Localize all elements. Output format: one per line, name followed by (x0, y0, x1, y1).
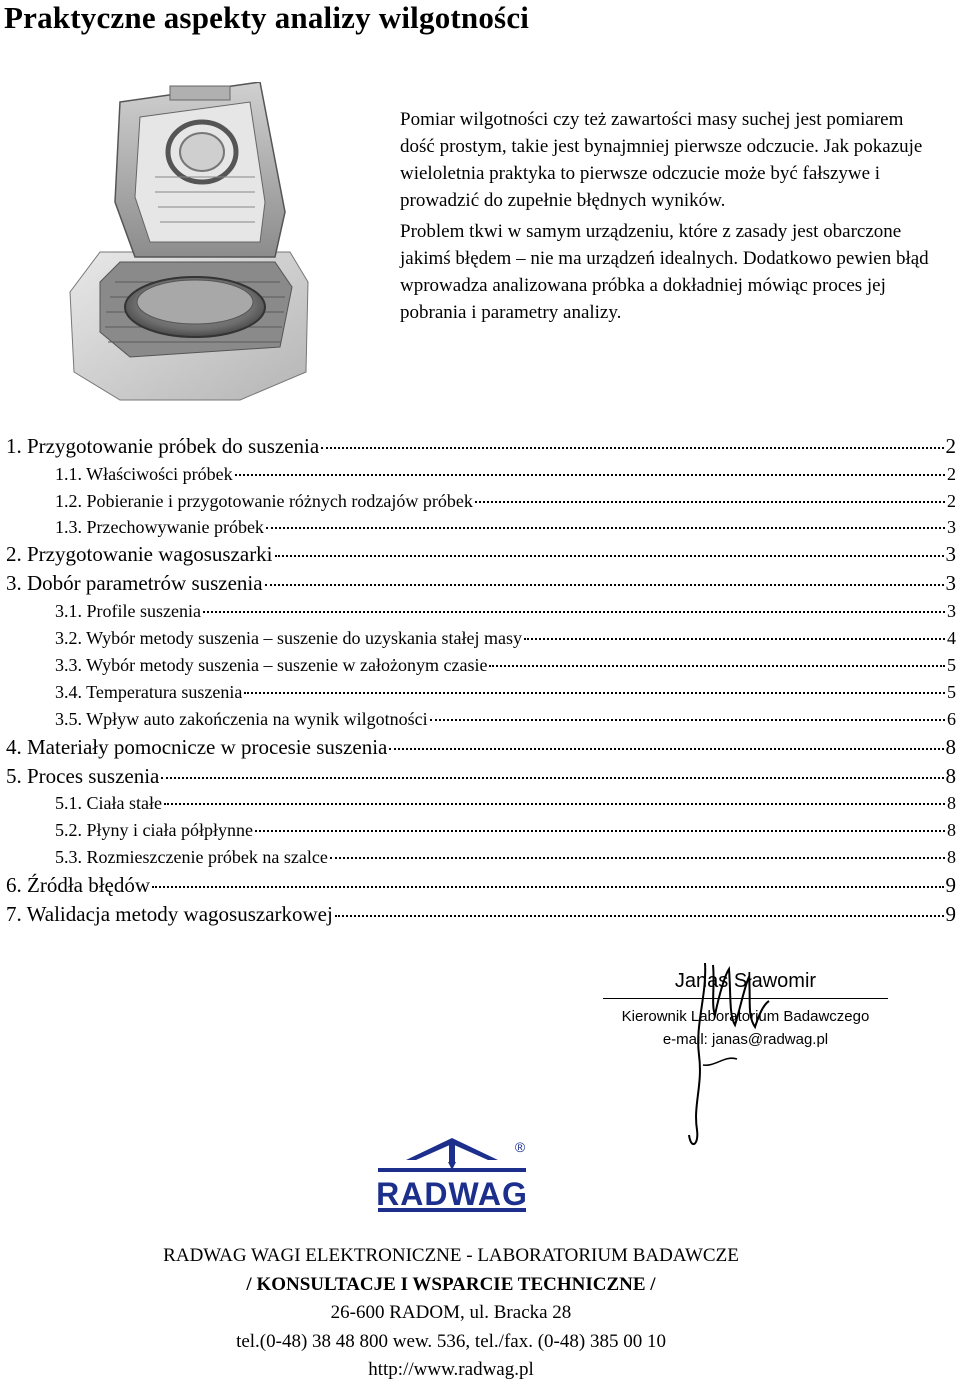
author-role: Kierownik Laboratorium Badawczego (621, 1008, 870, 1025)
document-title: Praktyczne aspekty analizy wilgotności (4, 0, 530, 35)
toc-page-number: 8 (945, 735, 956, 759)
toc-entry[interactable]: 5. Proces suszenia 8 (6, 764, 956, 788)
toc-entry[interactable]: 3.2. Wybór metody suszenia – suszenie do uzyskania stałej masy 4 (55, 628, 956, 648)
toc-entry[interactable]: 5.3. Rozmieszczenie próbek na szalce 8 (55, 847, 956, 867)
toc-page-number: 9 (945, 873, 956, 897)
toc-page-number: 2 (945, 434, 956, 458)
signature-divider (603, 998, 888, 999)
registered-mark: ® (514, 1139, 526, 1155)
toc-page-number: 3 (947, 517, 956, 537)
toc-page-number: 4 (947, 628, 956, 648)
footer-phone: tel.(0-48) 38 48 800 wew. 536, tel./fax. (0-48) 385 00 10 (236, 1330, 666, 1352)
footer-address: 26-600 RADOM, ul. Bracka 28 (330, 1302, 572, 1323)
toc-page-number: 6 (947, 709, 956, 729)
toc-page-number: 8 (945, 764, 956, 788)
toc-page-number: 8 (947, 847, 956, 867)
toc-page-number: 3 (945, 542, 956, 566)
toc-entry[interactable]: 7. Walidacja metody wagosuszarkowej 9 (6, 902, 956, 926)
footer (0, 1242, 902, 1385)
toc-entry[interactable]: 2. Przygotowanie wagosuszarki 3 (6, 542, 956, 566)
toc-page-number: 3 (947, 601, 956, 621)
toc-page-number: 5 (947, 655, 956, 675)
radwag-logo (372, 1136, 532, 1216)
author-name: Janas Sławomir (674, 970, 817, 992)
toc-entry[interactable]: 1.1. Właściwości próbek 2 (55, 464, 956, 484)
toc-page-number: 9 (945, 902, 956, 926)
moisture-analyzer-photo (60, 82, 316, 404)
toc-entry[interactable]: 3.5. Wpływ auto zakończenia na wynik wilgotności 6 (55, 709, 956, 729)
toc-entry[interactable]: 3.3. Wybór metody suszenia – suszenie w założonym czasie 5 (55, 655, 956, 675)
toc-entry[interactable]: 6. Źródła błędów 9 (6, 873, 956, 897)
toc-entry[interactable]: 5.2. Płyny i ciała półpłynne 8 (55, 820, 956, 840)
author-email[interactable]: e-mail: janas@radwag.pl (662, 1031, 829, 1048)
intro-text (400, 106, 940, 330)
toc-page-number: 8 (947, 793, 956, 813)
toc-entry[interactable]: 3.1. Profile suszenia 3 (55, 601, 956, 621)
toc-page-number: 8 (947, 820, 956, 840)
toc-entry[interactable]: 3.4. Temperatura suszenia 5 (55, 682, 956, 702)
logo-wordmark: RADWAG (376, 1176, 528, 1212)
toc-page-number: 2 (947, 464, 956, 484)
toc-entry[interactable]: 1.3. Przechowywanie próbek 3 (55, 517, 956, 537)
intro-paragraph-2: Problem tkwi w samym urządzeniu, które z zasady jest obarczone jakimś błędem – nie ma urządzeń idealnych. Dodatkowo pewien błąd wprowadza analizowana próbka a dokładniej mówiąc proces jej pobrania i parametry analizy. (400, 221, 929, 323)
toc-entry[interactable]: 5.1. Ciała stałe 8 (55, 793, 956, 813)
footer-department: / KONSULTACJE I WSPARCIE TECHNICZNE / (246, 1273, 656, 1295)
toc-page-number: 3 (945, 571, 956, 595)
toc-entry[interactable]: 1. Przygotowanie próbek do suszenia 2 (6, 434, 956, 458)
toc-entry[interactable]: 1.2. Pobieranie i przygotowanie różnych rodzajów próbek 2 (55, 491, 956, 511)
toc-page-number: 5 (947, 682, 956, 702)
toc-entry[interactable]: 4. Materiały pomocnicze w procesie suszenia 8 (6, 735, 956, 759)
intro-paragraph-1: Pomiar wilgotności czy też zawartości masy suchej jest pomiarem dość prostym, takie jest bynajmniej pierwsze odczucie. Jak pokazuje wieloletnia praktyka to pierwsze odczucie może być fałszywe i prowadzić do zupełnie błędnych wyników. (400, 109, 923, 211)
footer-company: RADWAG WAGI ELEKTRONICZNE - LABORATORIUM BADAWCZE (163, 1245, 739, 1266)
toc-page-number: 2 (947, 491, 956, 511)
author-block (603, 968, 888, 1051)
toc-entry[interactable]: 3. Dobór parametrów suszenia 3 (6, 571, 956, 595)
footer-website[interactable]: http://www.radwag.pl (368, 1359, 534, 1380)
